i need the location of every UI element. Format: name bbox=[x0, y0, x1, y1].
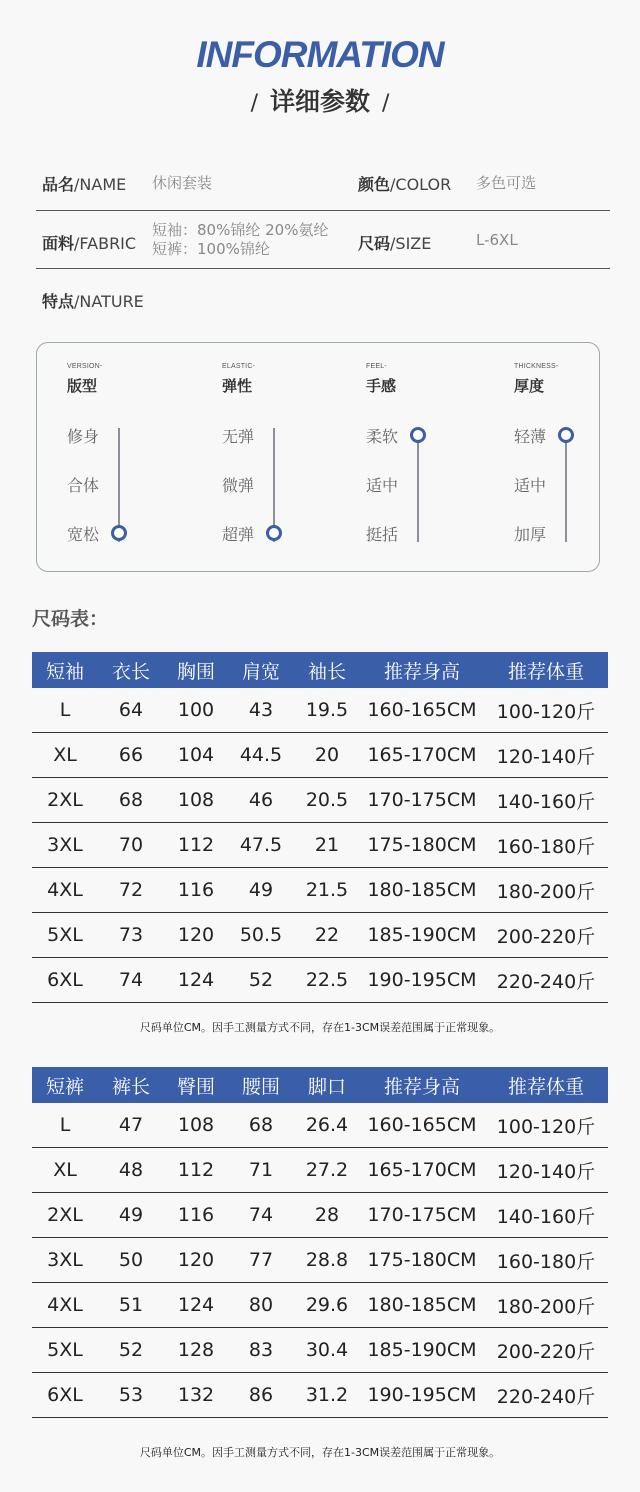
table-cell: 64 bbox=[98, 688, 164, 733]
table-cell: 140-160斤 bbox=[484, 1193, 608, 1238]
feature-option: 超弹 bbox=[222, 525, 255, 544]
table-header-cell: 肩宽 bbox=[228, 652, 294, 688]
table-cell: 66 bbox=[98, 733, 164, 778]
table-cell: 140-160斤 bbox=[484, 778, 608, 823]
color-label bbox=[358, 172, 451, 195]
size-label-en: /SIZE bbox=[390, 234, 432, 253]
title-slash-left: / bbox=[250, 91, 258, 116]
table-cell: 190-195CM bbox=[360, 1373, 484, 1418]
feature-option: 适中 bbox=[366, 476, 399, 495]
table-header-cell: 衣长 bbox=[98, 652, 164, 688]
table-cell: 46 bbox=[228, 778, 294, 823]
fabric-value bbox=[152, 221, 328, 259]
table-cell: 6XL bbox=[32, 958, 98, 1003]
feature-option: 柔软 bbox=[366, 427, 399, 446]
feature-selected-dot bbox=[266, 525, 282, 541]
table-cell: 124 bbox=[164, 958, 228, 1003]
shirt-table-note: 尺码单位CM。因手工测量方式不同，存在1-3CM误差范围属于正常现象。 bbox=[139, 1021, 501, 1034]
table-cell: XL bbox=[32, 733, 98, 778]
feature-option: 挺括 bbox=[366, 525, 399, 544]
table-header-cell: 臀围 bbox=[164, 1067, 228, 1103]
table-cell: 21 bbox=[294, 823, 360, 868]
table-header-cell: 短裤 bbox=[32, 1067, 98, 1103]
table-cell: 68 bbox=[98, 778, 164, 823]
feature-option: 加厚 bbox=[514, 525, 547, 544]
table-row bbox=[32, 1373, 608, 1418]
table-cell: 124 bbox=[164, 1283, 228, 1328]
table-header-cell: 推荐体重 bbox=[484, 1067, 608, 1103]
table-cell: 52 bbox=[228, 958, 294, 1003]
feature-option: 微弹 bbox=[222, 476, 255, 495]
table-cell: 180-185CM bbox=[360, 1283, 484, 1328]
table-cell: 200-220斤 bbox=[484, 1328, 608, 1373]
feature-en-label: THICKNESS- bbox=[514, 363, 559, 370]
table-cell: 220-240斤 bbox=[484, 1373, 608, 1418]
table-row bbox=[32, 1283, 608, 1328]
table-cell: 4XL bbox=[32, 1283, 98, 1328]
shorts-size-table bbox=[32, 1067, 608, 1418]
feature-en-label: FEEL- bbox=[366, 363, 387, 370]
table-cell: 3XL bbox=[32, 1238, 98, 1283]
feature-selected-dot bbox=[111, 525, 127, 541]
table-cell: 70 bbox=[98, 823, 164, 868]
feature-option: 宽松 bbox=[67, 525, 100, 544]
table-cell: 20 bbox=[294, 733, 360, 778]
table-cell: 71 bbox=[228, 1148, 294, 1193]
fabric-value-line1: 短袖：80%锦纶 20%氨纶 bbox=[152, 221, 329, 239]
table-cell: 28 bbox=[294, 1193, 360, 1238]
table-header-cell: 袖长 bbox=[294, 652, 360, 688]
table-row bbox=[32, 1193, 608, 1238]
info-divider-1 bbox=[36, 210, 610, 211]
size-chart-title: 尺码表： bbox=[32, 608, 109, 630]
table-cell: 100-120斤 bbox=[484, 1103, 608, 1148]
table-row bbox=[32, 913, 608, 958]
table-cell: 47 bbox=[98, 1103, 164, 1148]
table-cell: 31.2 bbox=[294, 1373, 360, 1418]
table-row bbox=[32, 688, 608, 733]
table-cell: 190-195CM bbox=[360, 958, 484, 1003]
table-cell: 160-180斤 bbox=[484, 823, 608, 868]
table-cell: 170-175CM bbox=[360, 778, 484, 823]
feature-cn-label: 厚度 bbox=[514, 377, 545, 395]
table-cell: 86 bbox=[228, 1373, 294, 1418]
table-cell: 160-165CM bbox=[360, 1103, 484, 1148]
table-cell: 30.4 bbox=[294, 1328, 360, 1373]
table-cell: 180-185CM bbox=[360, 868, 484, 913]
table-row bbox=[32, 958, 608, 1003]
feature-option: 无弹 bbox=[222, 427, 255, 446]
table-cell: 50.5 bbox=[228, 913, 294, 958]
page-title-en: INFORMATION bbox=[196, 34, 444, 75]
shirt-table-header-row bbox=[32, 652, 608, 688]
table-cell: 104 bbox=[164, 733, 228, 778]
table-cell: XL bbox=[32, 1148, 98, 1193]
page-title-cn bbox=[0, 82, 640, 118]
table-cell: 5XL bbox=[32, 1328, 98, 1373]
nature-label bbox=[42, 289, 144, 312]
feature-option: 适中 bbox=[514, 476, 547, 495]
nature-label-en: /NATURE bbox=[74, 292, 144, 311]
table-cell: 3XL bbox=[32, 823, 98, 868]
size-label-cn: 尺码 bbox=[358, 234, 391, 253]
table-cell: 19.5 bbox=[294, 688, 360, 733]
color-value: 多色可选 bbox=[476, 174, 537, 192]
table-row bbox=[32, 733, 608, 778]
table-cell: L bbox=[32, 1103, 98, 1148]
table-cell: 120-140斤 bbox=[484, 1148, 608, 1193]
fabric-label bbox=[42, 231, 136, 254]
table-cell: 83 bbox=[228, 1328, 294, 1373]
table-row bbox=[32, 823, 608, 868]
table-cell: 160-165CM bbox=[360, 688, 484, 733]
table-cell: 72 bbox=[98, 868, 164, 913]
table-row bbox=[32, 778, 608, 823]
fabric-value-line2: 短裤：100%锦纶 bbox=[152, 240, 270, 258]
table-cell: L bbox=[32, 688, 98, 733]
table-cell: 68 bbox=[228, 1103, 294, 1148]
table-cell: 120-140斤 bbox=[484, 733, 608, 778]
table-header-cell: 脚口 bbox=[294, 1067, 360, 1103]
table-cell: 108 bbox=[164, 1103, 228, 1148]
table-cell: 77 bbox=[228, 1238, 294, 1283]
size-value: L-6XL bbox=[476, 231, 518, 249]
feature-cn-label: 手感 bbox=[366, 377, 397, 395]
feature-en-label: VERSION- bbox=[67, 363, 103, 370]
table-header-cell: 裤长 bbox=[98, 1067, 164, 1103]
table-cell: 170-175CM bbox=[360, 1193, 484, 1238]
table-cell: 220-240斤 bbox=[484, 958, 608, 1003]
table-cell: 120 bbox=[164, 913, 228, 958]
feature-scale-bar bbox=[417, 428, 419, 542]
table-header-cell: 推荐身高 bbox=[360, 652, 484, 688]
shorts-table-note: 尺码单位CM。因手工测量方式不同，存在1-3CM误差范围属于正常现象。 bbox=[139, 1446, 501, 1459]
table-cell: 52 bbox=[98, 1328, 164, 1373]
table-cell: 49 bbox=[98, 1193, 164, 1238]
feature-selected-dot bbox=[558, 427, 574, 443]
table-cell: 53 bbox=[98, 1373, 164, 1418]
table-cell: 5XL bbox=[32, 913, 98, 958]
nature-label-cn: 特点 bbox=[42, 292, 75, 311]
table-cell: 20.5 bbox=[294, 778, 360, 823]
color-label-en: /COLOR bbox=[390, 175, 452, 194]
feature-option: 修身 bbox=[67, 427, 100, 446]
table-cell: 47.5 bbox=[228, 823, 294, 868]
table-cell: 200-220斤 bbox=[484, 913, 608, 958]
name-label bbox=[42, 172, 126, 195]
table-cell: 2XL bbox=[32, 1193, 98, 1238]
table-header-cell: 推荐体重 bbox=[484, 652, 608, 688]
table-cell: 112 bbox=[164, 1148, 228, 1193]
table-cell: 21.5 bbox=[294, 868, 360, 913]
table-cell: 51 bbox=[98, 1283, 164, 1328]
table-cell: 29.6 bbox=[294, 1283, 360, 1328]
feature-option: 轻薄 bbox=[514, 427, 547, 446]
table-cell: 116 bbox=[164, 868, 228, 913]
table-cell: 120 bbox=[164, 1238, 228, 1283]
table-cell: 175-180CM bbox=[360, 1238, 484, 1283]
table-cell: 132 bbox=[164, 1373, 228, 1418]
fabric-label-cn: 面料 bbox=[42, 234, 75, 253]
name-label-cn: 品名 bbox=[42, 175, 75, 194]
table-cell: 26.4 bbox=[294, 1103, 360, 1148]
table-cell: 50 bbox=[98, 1238, 164, 1283]
table-cell: 112 bbox=[164, 823, 228, 868]
info-divider-2 bbox=[36, 268, 610, 269]
table-cell: 2XL bbox=[32, 778, 98, 823]
table-header-cell: 推荐身高 bbox=[360, 1067, 484, 1103]
table-row bbox=[32, 1103, 608, 1148]
table-cell: 44.5 bbox=[228, 733, 294, 778]
feature-en-label: ELASTIC- bbox=[222, 363, 256, 370]
feature-scale-bar bbox=[565, 428, 567, 542]
table-row bbox=[32, 1328, 608, 1373]
table-row bbox=[32, 1148, 608, 1193]
name-label-en: /NAME bbox=[74, 175, 127, 194]
table-cell: 165-170CM bbox=[360, 1148, 484, 1193]
table-cell: 49 bbox=[228, 868, 294, 913]
feature-selected-dot bbox=[410, 427, 426, 443]
table-row bbox=[32, 1238, 608, 1283]
table-cell: 180-200斤 bbox=[484, 868, 608, 913]
table-cell: 100-120斤 bbox=[484, 688, 608, 733]
shirt-size-table bbox=[32, 652, 608, 1003]
table-cell: 22 bbox=[294, 913, 360, 958]
table-cell: 48 bbox=[98, 1148, 164, 1193]
table-cell: 180-200斤 bbox=[484, 1283, 608, 1328]
table-header-cell: 胸围 bbox=[164, 652, 228, 688]
table-cell: 175-180CM bbox=[360, 823, 484, 868]
page-title-cn-text: 详细参数 bbox=[269, 87, 370, 116]
name-value: 休闲套装 bbox=[152, 174, 213, 192]
table-cell: 80 bbox=[228, 1283, 294, 1328]
table-cell: 100 bbox=[164, 688, 228, 733]
feature-cn-label: 版型 bbox=[67, 377, 98, 395]
table-cell: 165-170CM bbox=[360, 733, 484, 778]
table-cell: 116 bbox=[164, 1193, 228, 1238]
shorts-table-header-row bbox=[32, 1067, 608, 1103]
table-cell: 185-190CM bbox=[360, 1328, 484, 1373]
table-cell: 74 bbox=[228, 1193, 294, 1238]
table-row bbox=[32, 868, 608, 913]
table-cell: 128 bbox=[164, 1328, 228, 1373]
table-header-cell: 短袖 bbox=[32, 652, 98, 688]
table-cell: 185-190CM bbox=[360, 913, 484, 958]
fabric-label-en: /FABRIC bbox=[74, 234, 137, 253]
table-header-cell: 腰围 bbox=[228, 1067, 294, 1103]
table-cell: 43 bbox=[228, 688, 294, 733]
title-slash-right: / bbox=[382, 91, 390, 116]
table-cell: 28.8 bbox=[294, 1238, 360, 1283]
table-cell: 160-180斤 bbox=[484, 1238, 608, 1283]
feature-option: 合体 bbox=[67, 476, 100, 495]
table-cell: 27.2 bbox=[294, 1148, 360, 1193]
table-cell: 73 bbox=[98, 913, 164, 958]
size-label bbox=[358, 231, 431, 254]
color-label-cn: 颜色 bbox=[358, 175, 391, 194]
table-cell: 6XL bbox=[32, 1373, 98, 1418]
table-cell: 74 bbox=[98, 958, 164, 1003]
table-cell: 4XL bbox=[32, 868, 98, 913]
table-cell: 108 bbox=[164, 778, 228, 823]
feature-cn-label: 弹性 bbox=[222, 377, 253, 395]
table-cell: 22.5 bbox=[294, 958, 360, 1003]
